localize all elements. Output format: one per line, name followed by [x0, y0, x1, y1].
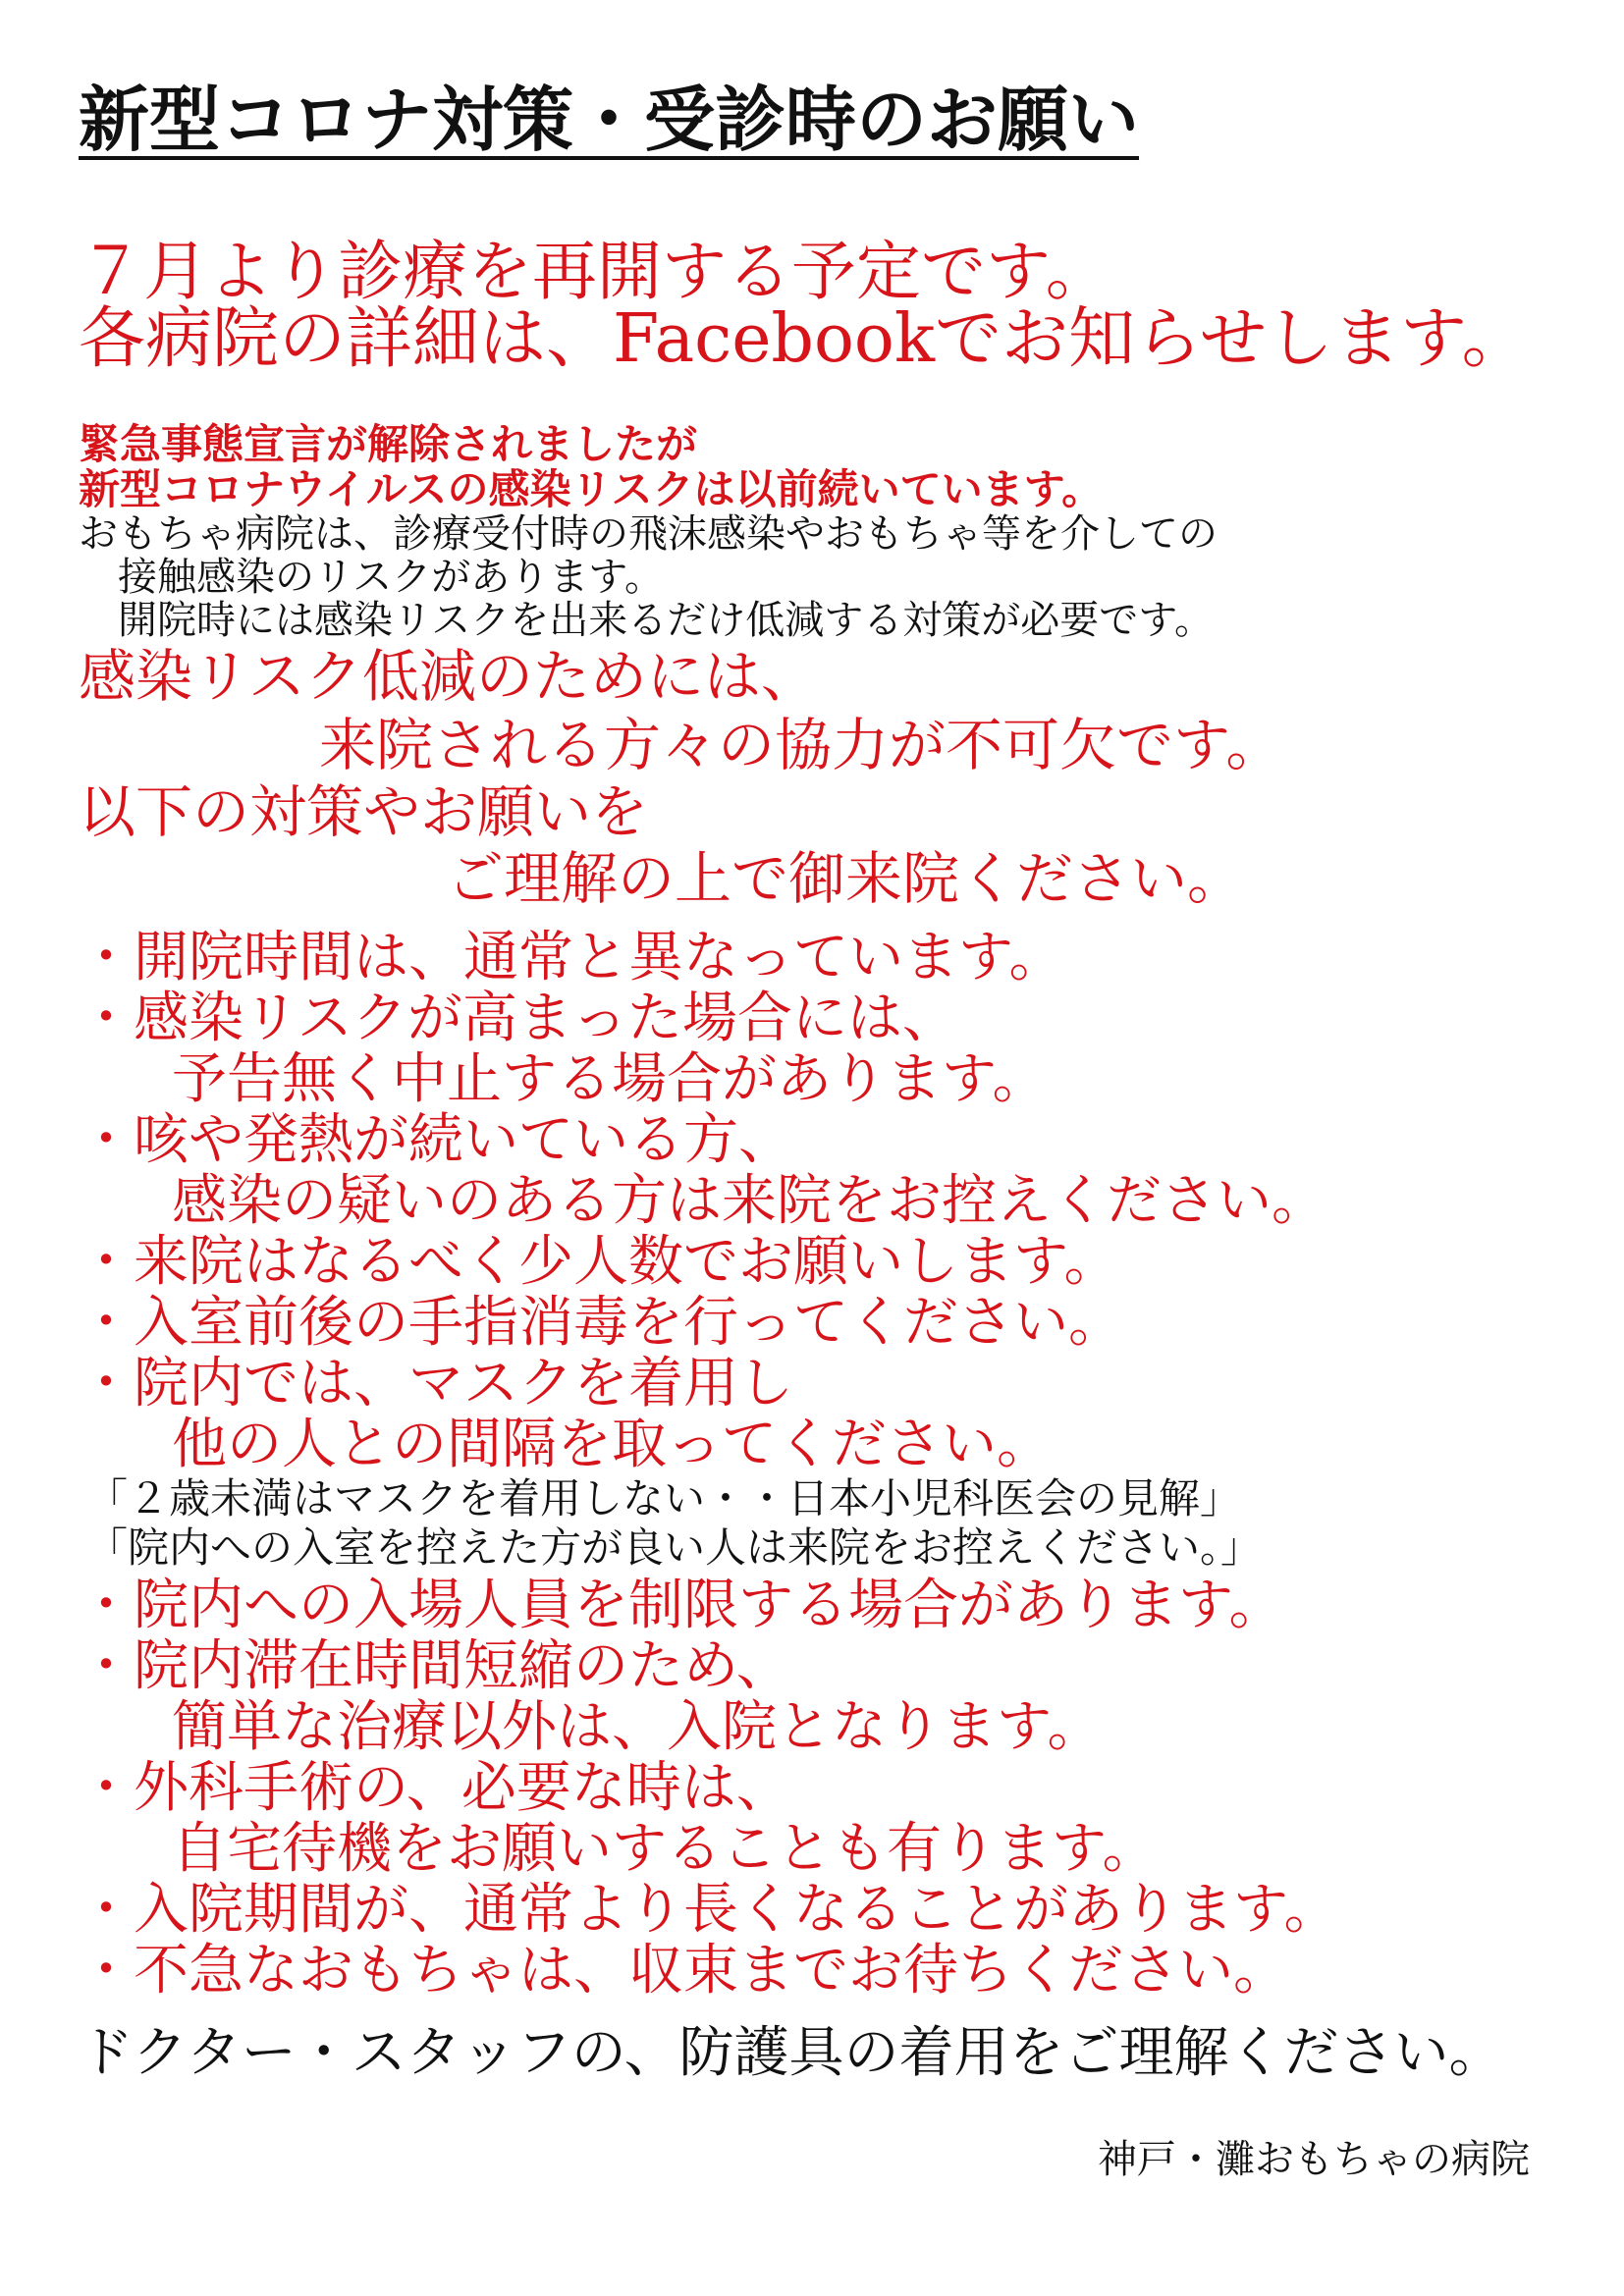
item-non-urgent: ・不急なおもちゃは、収束までお待ちください。 [79, 1939, 1288, 2002]
note-refrain-entry: 「院内への入室を控えた方が良い人は来院をお控えください。」 [86, 1523, 1263, 1572]
intro-red-line-1: 緊急事態宣言が解除されましたが [79, 420, 698, 468]
item-surgery-cont: 自宅待機をお願いすることも有ります。 [172, 1817, 1158, 1881]
item-shorten-stay: ・院内滞在時間短縮のため、 [79, 1634, 791, 1698]
closing-protective-gear: ドクター・スタッフの、防護具の着用をご理解ください。 [79, 2021, 1504, 2085]
item-hours: ・開院時間は、通常と異なっています。 [79, 926, 1064, 989]
item-small-group: ・来院はなるべく少人数でお願いします。 [79, 1230, 1119, 1294]
item-fever-cont: 感染の疑いのある方は来院をお控えください。 [172, 1169, 1326, 1233]
item-longer-stay: ・入院期間が、通常より長くなることがあります。 [79, 1878, 1339, 1942]
intro-black-line-1: おもちゃ病院は、診療受付時の飛沫感染やおもちゃ等を介しての [79, 511, 1218, 557]
item-shorten-stay-cont: 簡単な治療以外は、入院となります。 [172, 1695, 1103, 1759]
appeal-line-2: 来院される方々の協力が不可欠です。 [319, 712, 1283, 778]
item-risk: ・感染リスクが高まった場合には、 [79, 987, 957, 1050]
appeal-line-4: ご理解の上で御来院ください。 [447, 845, 1245, 912]
item-mask: ・院内では、マスクを着用し [79, 1352, 793, 1415]
note-under-two: 「２歳未満はマスクを着用しない・・日本小児科医会の見解」 [86, 1474, 1242, 1522]
intro-black-line-3: 開院時には感染リスクを出来るだけ低減する対策が必要です。 [118, 598, 1214, 643]
headline-facebook: 各病院の詳細は、Facebookでお知らせします。 [79, 300, 1529, 378]
signature: 神戸・灘おもちゃの病院 [1098, 2137, 1530, 2182]
intro-black-line-2: 接触感染のリスクがあります。 [118, 555, 664, 600]
item-surgery: ・外科手術の、必要な時は、 [79, 1756, 791, 1820]
item-limit-entry: ・院内への入場人員を制限する場合があります。 [79, 1574, 1284, 1637]
intro-red-line-2: 新型コロナウイルスの感染リスクは以前続いています。 [79, 465, 1104, 513]
item-risk-cont: 予告無く中止する場合があります。 [172, 1047, 1048, 1111]
appeal-line-1: 感染リスク低減のためには、 [79, 643, 818, 710]
headline-reopen: ７月より診療を再開する予定です。 [79, 234, 1110, 309]
item-fever: ・咳や発熱が続いている方、 [79, 1108, 793, 1172]
appeal-line-3: 以下の対策やお願いを [79, 778, 649, 845]
page-title: 新型コロナ対策・受診時のお願い [79, 78, 1140, 161]
item-disinfect: ・入室前後の手指消毒を行ってください。 [79, 1291, 1123, 1355]
item-mask-cont: 他の人との間隔を取ってください。 [172, 1413, 1052, 1476]
